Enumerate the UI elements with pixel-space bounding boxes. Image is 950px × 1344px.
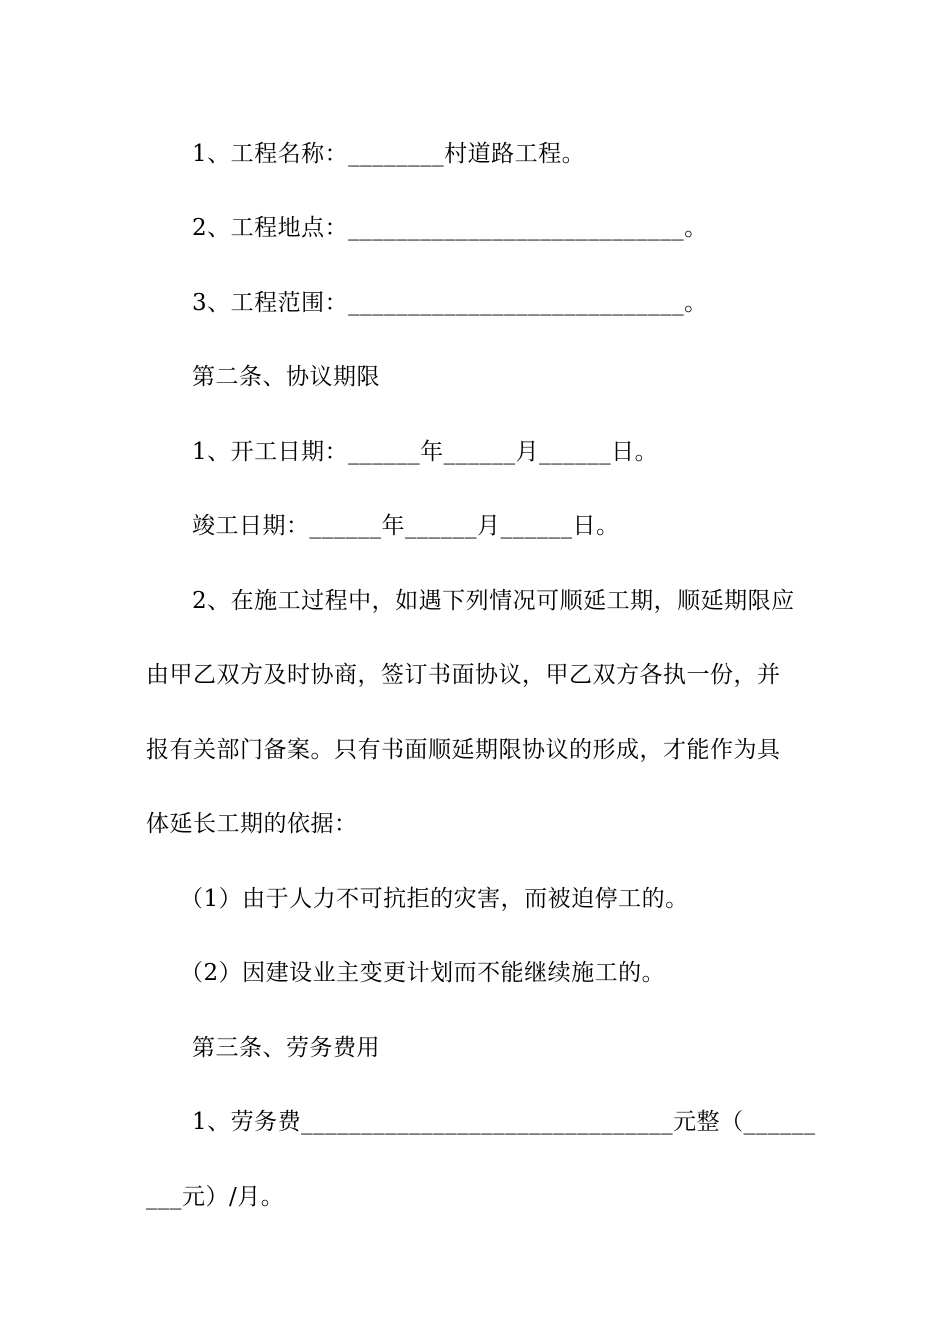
condition-item-2: （2）因建设业主变更计划而不能继续施工的。 bbox=[180, 960, 666, 986]
labor-fee-line-1: 1、劳务费_______________________________元整（______ bbox=[192, 1109, 816, 1135]
completion-date-line: 竣工日期：______年______月______日。 bbox=[192, 513, 620, 539]
article-three-heading: 第三条、劳务费用 bbox=[192, 1035, 380, 1061]
labor-fee-line-2: ___元）/月。 bbox=[146, 1184, 285, 1210]
extension-paragraph-line-1: 2、在施工过程中，如遇下列情况可顺延工期，顺延期限应 bbox=[192, 588, 795, 614]
start-date-line: 1、开工日期：______年______月______日。 bbox=[192, 439, 659, 465]
extension-paragraph-line-3: 报有关部门备案。只有书面顺延期限协议的形成，才能作为具 bbox=[146, 737, 781, 763]
project-location-line: 2、工程地点：____________________________。 bbox=[192, 215, 708, 241]
extension-paragraph-line-2: 由甲乙双方及时协商，签订书面协议，甲乙双方各执一份，并 bbox=[146, 662, 781, 688]
article-two-heading: 第二条、协议期限 bbox=[192, 364, 380, 390]
extension-paragraph-line-4: 体延长工期的依据： bbox=[146, 811, 358, 837]
condition-item-1: （1）由于人力不可抗拒的灾害，而被迫停工的。 bbox=[180, 886, 689, 912]
project-scope-line: 3、工程范围：____________________________。 bbox=[192, 290, 708, 316]
project-name-line: 1、工程名称：________村道路工程。 bbox=[192, 141, 586, 167]
